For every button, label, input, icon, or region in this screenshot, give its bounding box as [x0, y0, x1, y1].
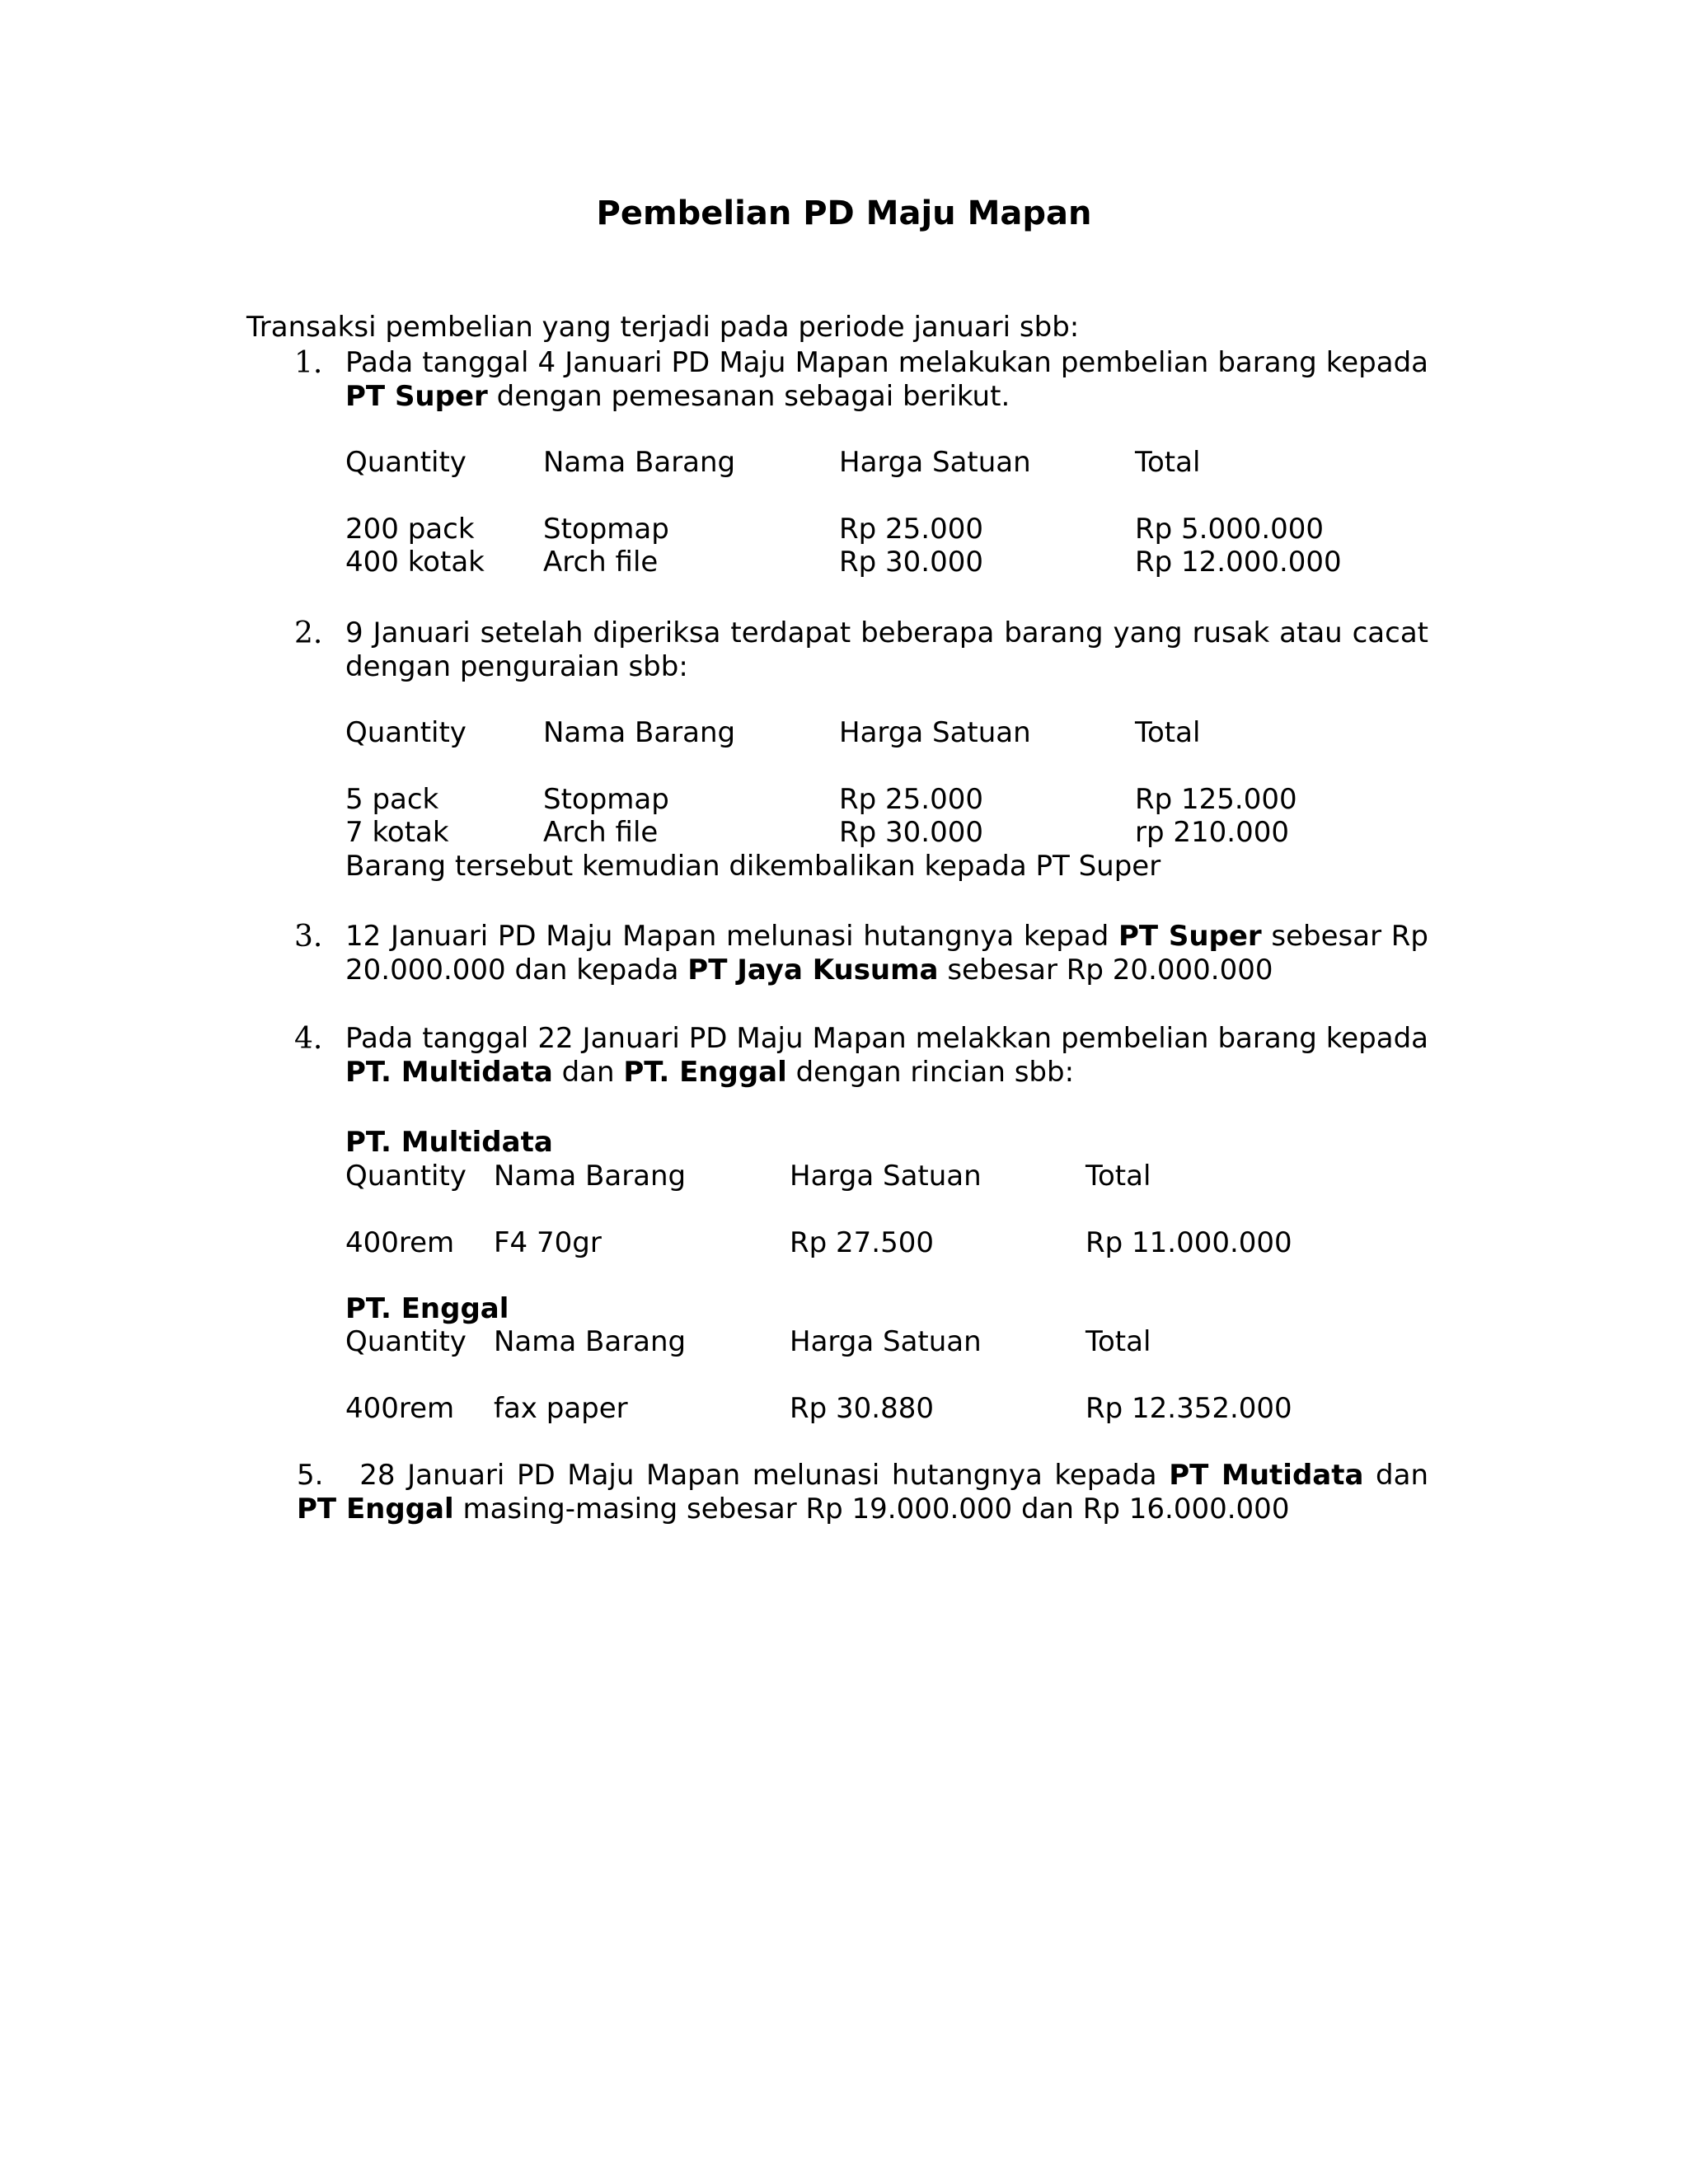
- header-nama-barang: Nama Barang: [494, 1160, 687, 1193]
- header-nama-barang: Nama Barang: [543, 446, 736, 479]
- header-harga-satuan: Harga Satuan: [839, 446, 1031, 479]
- header-quantity: Quantity: [345, 1160, 467, 1193]
- item-5-text: 5. 28 Januari PD Maju Mapan melunasi hutangnya kepada PT Mutidata dan PT Enggal masing-masing sebesar Rp 19.000.000 dan Rp 16.000.000: [297, 1459, 1428, 1526]
- item-3-number: 3.: [294, 920, 323, 954]
- header-quantity: Quantity: [345, 1325, 467, 1358]
- header-total: Total: [1085, 1325, 1151, 1358]
- header-nama-barang: Nama Barang: [543, 716, 736, 749]
- document-title: Pembelian PD Maju Mapan: [596, 194, 1092, 232]
- item-5-number: 5.: [297, 1459, 324, 1492]
- item-1-number: 1.: [294, 346, 323, 380]
- item-4-text: Pada tanggal 22 Januari PD Maju Mapan melakkan pembelian barang kepada PT. Multidata dan PT. Enggal dengan rincian sbb:: [345, 1022, 1428, 1089]
- header-harga-satuan: Harga Satuan: [790, 1160, 982, 1193]
- vendor-multidata-heading: PT. Multidata: [345, 1126, 553, 1159]
- item-2-number: 2.: [294, 616, 323, 650]
- header-total: Total: [1135, 716, 1201, 749]
- vendor-enggal-heading: PT. Enggal: [345, 1292, 509, 1325]
- header-total: Total: [1085, 1160, 1151, 1193]
- header-quantity: Quantity: [345, 716, 467, 749]
- item-4-number: 4.: [294, 1022, 323, 1056]
- header-harga-satuan: Harga Satuan: [839, 716, 1031, 749]
- intro-text: Transaksi pembelian yang terjadi pada periode januari sbb:: [246, 311, 1080, 344]
- item-3-text: 12 Januari PD Maju Mapan melunasi hutangnya kepad PT Super sebesar Rp 20.000.000 dan kepada PT Jaya Kusuma sebesar Rp 20.000.000: [345, 920, 1428, 987]
- item-2-note: Barang tersebut kemudian dikembalikan kepada PT Super: [345, 850, 1161, 883]
- header-quantity: Quantity: [345, 446, 467, 479]
- item-2-text: 9 Januari setelah diperiksa terdapat beberapa barang yang rusak atau cacat dengan penguraian sbb:: [345, 616, 1428, 683]
- header-nama-barang: Nama Barang: [494, 1325, 687, 1358]
- header-harga-satuan: Harga Satuan: [790, 1325, 982, 1358]
- header-total: Total: [1135, 446, 1201, 479]
- document-page: Pembelian PD Maju Mapan Transaksi pembelian yang terjadi pada periode januari sbb: 1. Pada tanggal 4 Januari PD Maju Mapan melakukan pembelian barang kepada PT Super dengan pemesanan sebagai berikut. Quantity Nama Barang Harga Satuan Total 200 pack Stopmap Rp 25.000 Rp 5.000.000 400 kotak Arch file Rp 30.000 Rp 12.000.000 2. 9 Januari setelah diperiksa terdapat beberapa barang yang rusak atau cacat dengan penguraian sbb: Quantity Nama Barang Harga Satuan Total 5 pack Stopmap Rp 25.000 Rp 125.000 7 kotak Arch file Rp 30.000 rp 210.000 Barang tersebut kemudian dikembalikan kepada PT Super 3. 12 Januari PD Maju Mapan melunasi hutangnya kepad PT Super sebesar Rp 20.000.000 dan kepada PT Jaya Kusuma sebesar Rp 20.000.000 4. Pada tanggal 22 Januari PD Maju Mapan melakkan pembelian barang kepada PT. Multidata dan PT. Enggal dengan rincian sbb: PT. Multidata Quantity Nama Barang Harga Satuan Total 400rem F4 70gr Rp 27.500 Rp 11.000.000 PT. Enggal Quantity Nama Barang Harga Satuan Total 400rem fax paper Rp 30.880 Rp 12.352.000 5. 28 Januari PD Maju Mapan melunasi hutangnya kepada PT Mutidata dan PT Enggal masing-masing sebesar Rp 19.000.000 dan Rp 16.000.000: [0, 0, 1688, 2184]
- item-1-text: Pada tanggal 4 Januari PD Maju Mapan melakukan pembelian barang kepada PT Super dengan pemesanan sebagai berikut.: [345, 346, 1428, 413]
